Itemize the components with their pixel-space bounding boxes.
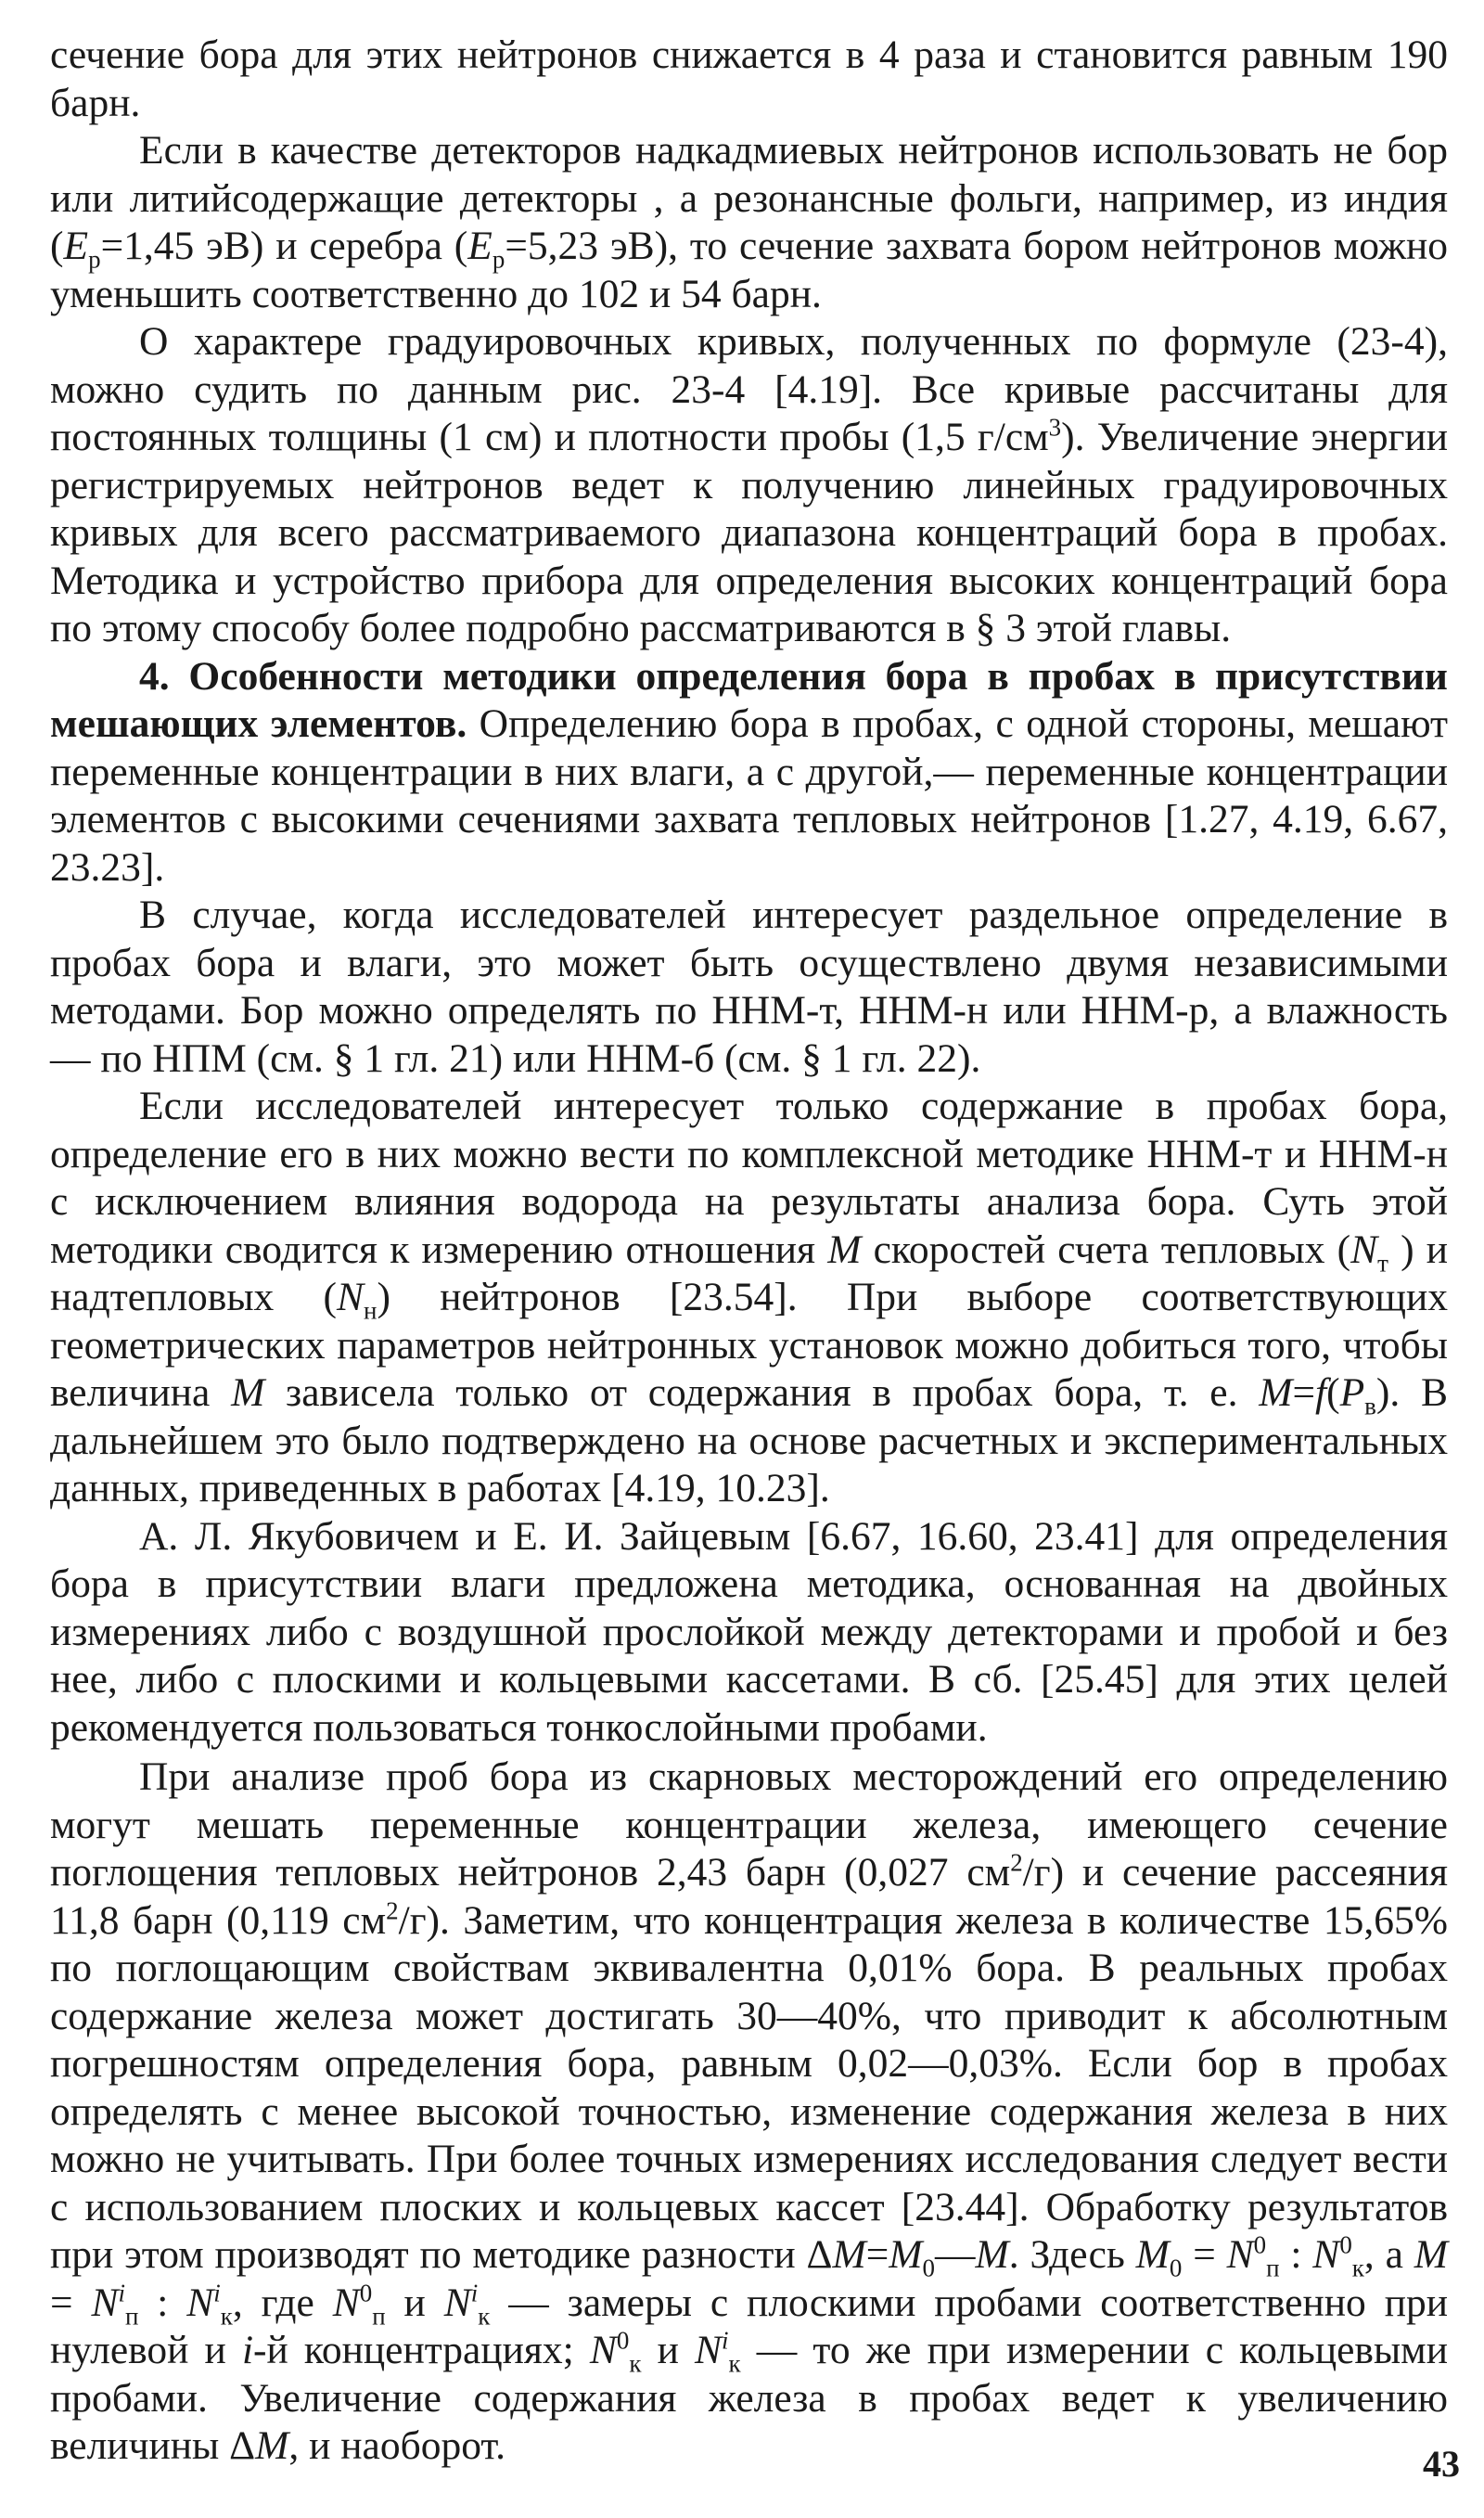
paragraph-7: А. Л. Якубовичем и Е. И. Зайцевым [6.67, 16.60, 23.41] для определения бора в присутствии влаги предложена методика, основанная на двойных измерениях либо с воздушной прослойкой между детекторами и пробой и без нее, либо с плоскими и кольцевыми кассетами. В сб. [25.45] для этих целей рекомендуется пользоваться тонкослойными пробами. xyxy=(50,1513,1448,1750)
paragraph-5: В случае, когда исследователей интересует раздельное определение в пробах бора и влаги, это может быть осуществлено двумя независимыми методами. Бор можно определять по ННМ-т, ННМ-н или ННМ-р, а влажность — по НПМ (см. § 1 гл. 21) или ННМ-б (см. § 1 гл. 22). xyxy=(50,893,1448,1081)
section-heading: 4. Особенности методики определения бора в пробах в присутствии мешающих элементов. xyxy=(50,653,1448,746)
paragraph-section-4 xyxy=(50,653,1448,893)
paragraph-1: сечение бора для этих нейтронов снижается в 4 раза и становится равным 190 барн. xyxy=(50,32,1448,125)
paragraph-3: О характере градуировочных кривых, полученных по формуле (23-4), можно судить по данным рис. 23-4 [4.19]. Все кривые рассчитаны для постоянных толщины (1 см) и плотности пробы (1,5 $г/см^3$). Увеличение энергии регистрируемых нейтронов ведет к получению линейных градуировочных кривых для всего рассматриваемого диапазона концентраций бора в пробах. Методика и устройство прибора для определения высоких концентраций бора по этому способу более подробно рассматриваются в § 3 этой главы. xyxy=(50,319,1448,650)
paragraph-8: При анализе проб бора из скарновых месторождений его определению могут мешать переменные концентрации железа, имеющего сечение поглощения тепловых нейтронов 2,43 барн (0,027 $см^2/г$) и сечение рассеяния 11,8 барн (0,119 $см^2/г$). Заметим, что концентрация железа в количестве 15,65% по поглощающим свойствам эквивалентна 0,01% бора. В реальных пробах содержание железа может достигать 30—40%, что приводит к абсолютным погрешностям определения бора, равным 0,02—0,03%. Если бор в пробах определять с менее высокой точностью, изменение содержания железа в них можно не учитывать. При более точных измерениях исследования следует вести с использованием плоских и кольцевых кассет [23.44]. Обработку результатов при этом производят по методике разности $\Delta M=M_0—M$. Здесь $M_0 = N^0_п$ : $N^0_к$, а $M = N^i_п$ : $N^i_к$, где $N^0_п$ и $N^i_к$ — замеры с плоскими пробами соответственно при нулевой и i-й концентрациях; $N^0_к$ и $N^i_к$ — то же при измерении с кольцевыми пробами. Увеличение содержания железа в пробах ведет к увеличению величины ΔM, и наоборот. xyxy=(50,1754,1449,2468)
paragraph-6: Если исследователей интересует только содержание в пробах бора, определение его в них можно вести по комплексной методике ННМ-т и ННМ-н с исключением влияния водорода на результаты анализа бора. Суть этой методики сводится к измерению отношения M скоростей счета тепловых ($N_т$ ) и надтепловых $(N_н)$ нейтронов [23.54]. При выборе соответствующих геометрических параметров нейтронных установок можно добиться того, чтобы величина M зависела только от содержания в пробах бора, т. е. $M=f(P_в)$. В дальнейшем это было подтверждено на основе расчетных и экспериментальных данных, приведенных в работах [4.19, 10.23]. xyxy=(50,1084,1449,1510)
page-number: 43 xyxy=(1423,2443,1460,2485)
section-4-text: Определению бора в пробах, с одной стороны, мешают переменные концентрации в них влаги, а с другой,— переменные концентрации элементов с высокими сечениями захвата тепловых нейтронов [1.27, 4.19, 6.67, 23.23]. xyxy=(50,701,1449,890)
paragraph-2: Если в качестве детекторов надкадмиевых нейтронов использовать не бор или литийсодержащие детекторы , а резонансные фольги, например, из индия ($E_р=1,45$ эВ) и серебра ($E_р=5,23$ эВ), то сечение захвата бором нейтронов можно уменьшить соответственно до 102 и 54 барн. xyxy=(50,128,1448,316)
page-body xyxy=(50,32,1448,2471)
